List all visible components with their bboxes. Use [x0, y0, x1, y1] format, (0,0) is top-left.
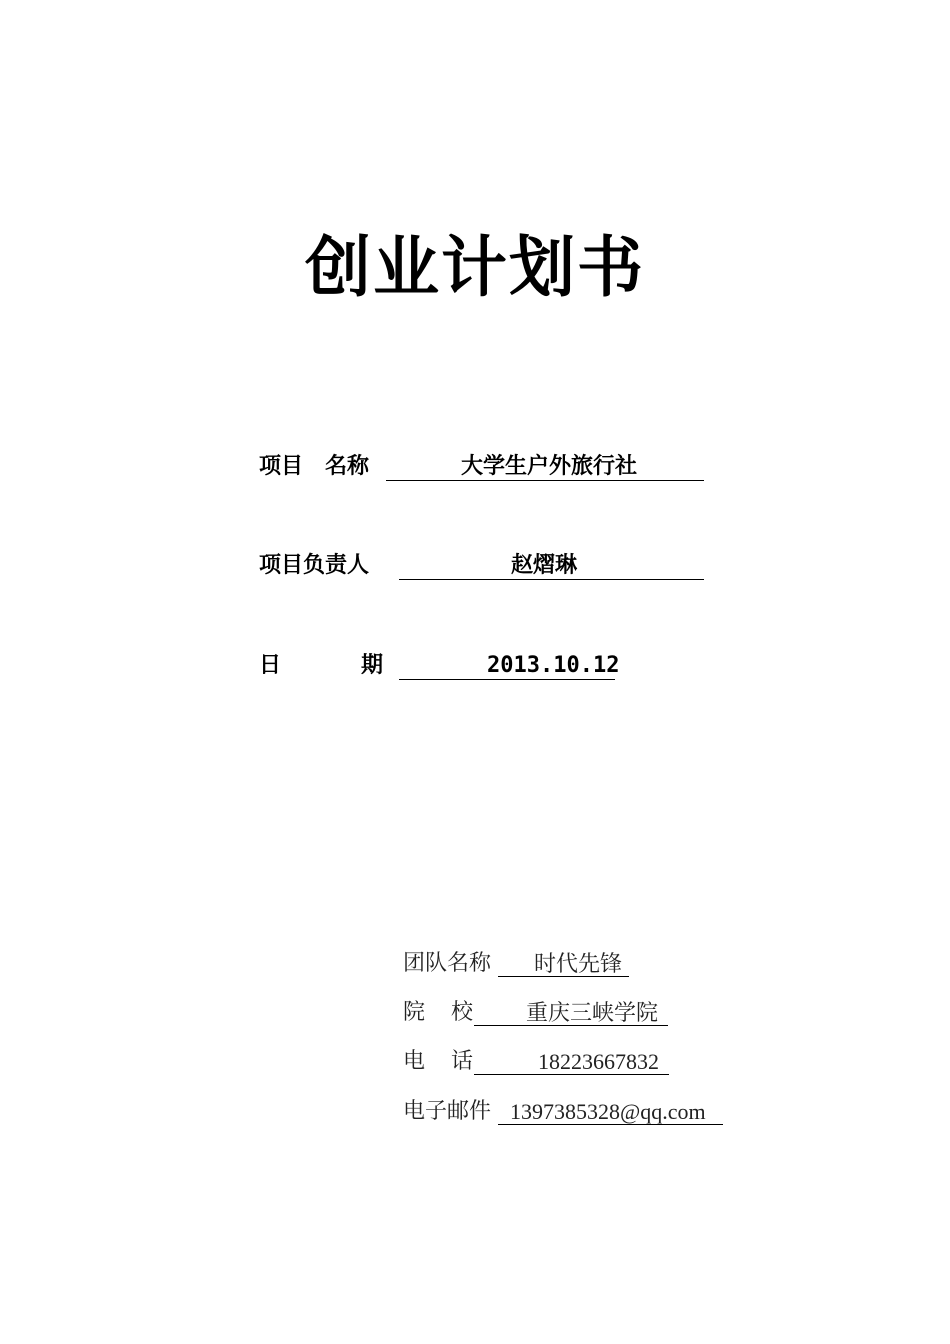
school-label-first: 院	[403, 1000, 426, 1025]
school-value: 重庆三峡学院	[526, 1000, 659, 1025]
school-value-line	[474, 998, 668, 1026]
project-name-label: 项目 名称	[259, 454, 370, 479]
email-field	[403, 1097, 733, 1127]
project-name-value-line	[386, 452, 704, 481]
email-value: 1397385328@qq.com	[510, 1099, 706, 1124]
date-label-second: 期	[361, 653, 384, 678]
school-label-second: 校	[451, 1000, 474, 1025]
date-value-line	[399, 651, 620, 680]
leader-field	[259, 551, 709, 581]
project-name-value: 大学生户外旅行社	[461, 454, 638, 479]
phone-label-second: 话	[451, 1049, 474, 1074]
email-value-line	[498, 1097, 723, 1125]
team-name-value: 时代先锋	[534, 951, 623, 976]
team-name-label: 团队名称	[403, 951, 492, 976]
date-value: 2013.10.12	[487, 653, 620, 678]
leader-value-line	[399, 551, 704, 580]
school-field	[403, 998, 733, 1028]
project-name-field	[259, 452, 709, 482]
date-label-first: 日	[259, 653, 282, 678]
email-label: 电子邮件	[403, 1099, 492, 1124]
leader-label: 项目负责人	[259, 553, 370, 578]
leader-value: 赵熠琳	[511, 553, 578, 578]
date-field	[259, 651, 709, 681]
document-title: 创业计划书	[305, 229, 645, 306]
team-name-value-line	[498, 949, 629, 977]
phone-value-line	[474, 1047, 669, 1075]
phone-field	[403, 1047, 733, 1077]
phone-label-first: 电	[403, 1049, 426, 1074]
phone-value: 18223667832	[538, 1049, 659, 1074]
team-name-field	[403, 949, 733, 979]
